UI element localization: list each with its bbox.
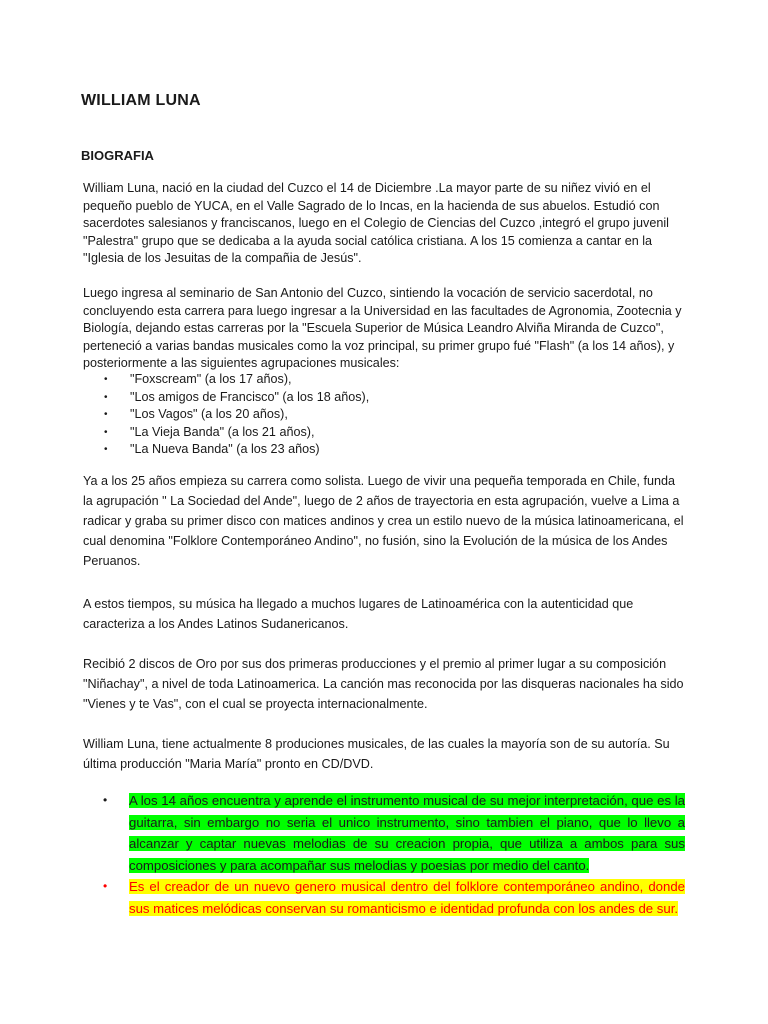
paragraph-childhood: William Luna, nació en la ciudad del Cuzco el 14 de Diciembre .La mayor parte de su niñez vivió en el pequeño pueblo de YUCA, en el Valle Sagrado de lo Incas, en la hacienda de sus abuelos. Estudió con sacerdotes salesianos y franciscanos, luego en el Colegio de Ciencias del Cuzco ,integró el grupo juvenil "Palestra" grupo que se dedicaba a la ayuda social católica cristiana. A los 15 comienza a cantar en la "Iglesia de los Jesuitas de la compañia de Jesús". [83,181,669,265]
list-item-green [100,790,685,876]
band-label: "La Vieja Banda" (a los 21 años), [130,424,315,439]
paragraph-productions: William Luna, tiene actualmente 8 produciones musicales, de las cuales la mayoría son de su autoría. Su última producción "Maria María" pronto en CD/DVD. [83,737,670,771]
list-item-yellow [100,876,685,919]
paragraph-reach: A estos tiempos, su música ha llegado a muchos lugares de Latinoamérica con la autenticidad que caracteriza a los Andes Latinos Sudanericanos. [83,597,634,631]
section-heading: BIOGRAFIA [81,148,154,163]
highlighted-text-yellow: Es el creador de un nuevo genero musical dentro del folklore contemporáneo andino, donde sus matices melódicas conservan su romanticismo e identidad profunda con los andes de sur. [129,879,685,916]
bullet-icon: • [104,391,108,403]
bands-list [100,371,660,459]
bullet-icon: • [103,879,108,894]
list-item [100,441,660,459]
highlighted-text-green: A los 14 años encuentra y aprende el instrumento musical de su mejor interpretación, que es la guitarra, sin embargo no seria el unico instrumento, sino tambien el piano, que lo llevo a alcanzar y captar nuevas melodias de su creacion propia, que utiliza a ambos para sus composiciones y para acompañar sus melodias y poesias por medio del canto. [129,793,685,873]
band-label: "Los Vagos" (a los 20 años), [130,407,288,421]
list-item [100,406,660,424]
paragraph-solo-career: Ya a los 25 años empieza su carrera como solista. Luego de vivir una pequeña temporada en Chile, funda la agrupación " La Sociedad del Ande", luego de 2 años de trayectoria en esta agrupación, vuelve a Lima a radicar y graba su primer disco con matices andinos y crea un estilo nuevo de la música latinoamericana, el cual denomina "Folklore Contemporáneo Andino", no fusión, sino la Evolución de la música de los Andes Peruanos. [83,474,684,568]
bullet-icon: • [104,444,108,455]
paragraph-seminary: Luego ingresa al seminario de San Antonio del Cuzco, sintiendo la vocación de servicio sacerdotal, no concluyendo esta carrera para luego ingresar a la Universidad en las facultades de Agronomia, Zootecnia y Biología, dejando estas carreras por la "Escuela Superior de Música Leandro Alviña Miranda de Cuzco", perteneció a varias bandas musicales como la voz principal, su primer grupo fué "Flash" (a los 14 años), y posteriormente a las siguientes agrupaciones musicales: [83,286,682,370]
bullet-icon: • [104,374,108,385]
document-title: WILLIAM LUNA [81,92,201,109]
list-item [100,389,660,407]
bullet-icon: • [104,426,108,438]
highlight-list [100,790,685,920]
band-label: "Los amigos de Francisco" (a los 18 años), [130,389,370,404]
band-label: "La Nueva Banda" (a los 23 años) [130,442,320,456]
list-item [100,424,660,442]
bullet-icon: • [104,409,108,420]
bullet-icon: • [103,793,108,807]
paragraph-awards: Recibió 2 discos de Oro por sus dos primeras producciones y el premio al primer lugar a su composición "Niñachay", a nivel de toda Latinoamerica. La canción mas reconocida por las disqueras nacionales ha sido "Vienes y te Vas", con el cual se proyecta internacionalmente. [83,657,684,711]
band-label: "Foxscream" (a los 17 años), [130,372,292,386]
list-item [100,371,660,389]
